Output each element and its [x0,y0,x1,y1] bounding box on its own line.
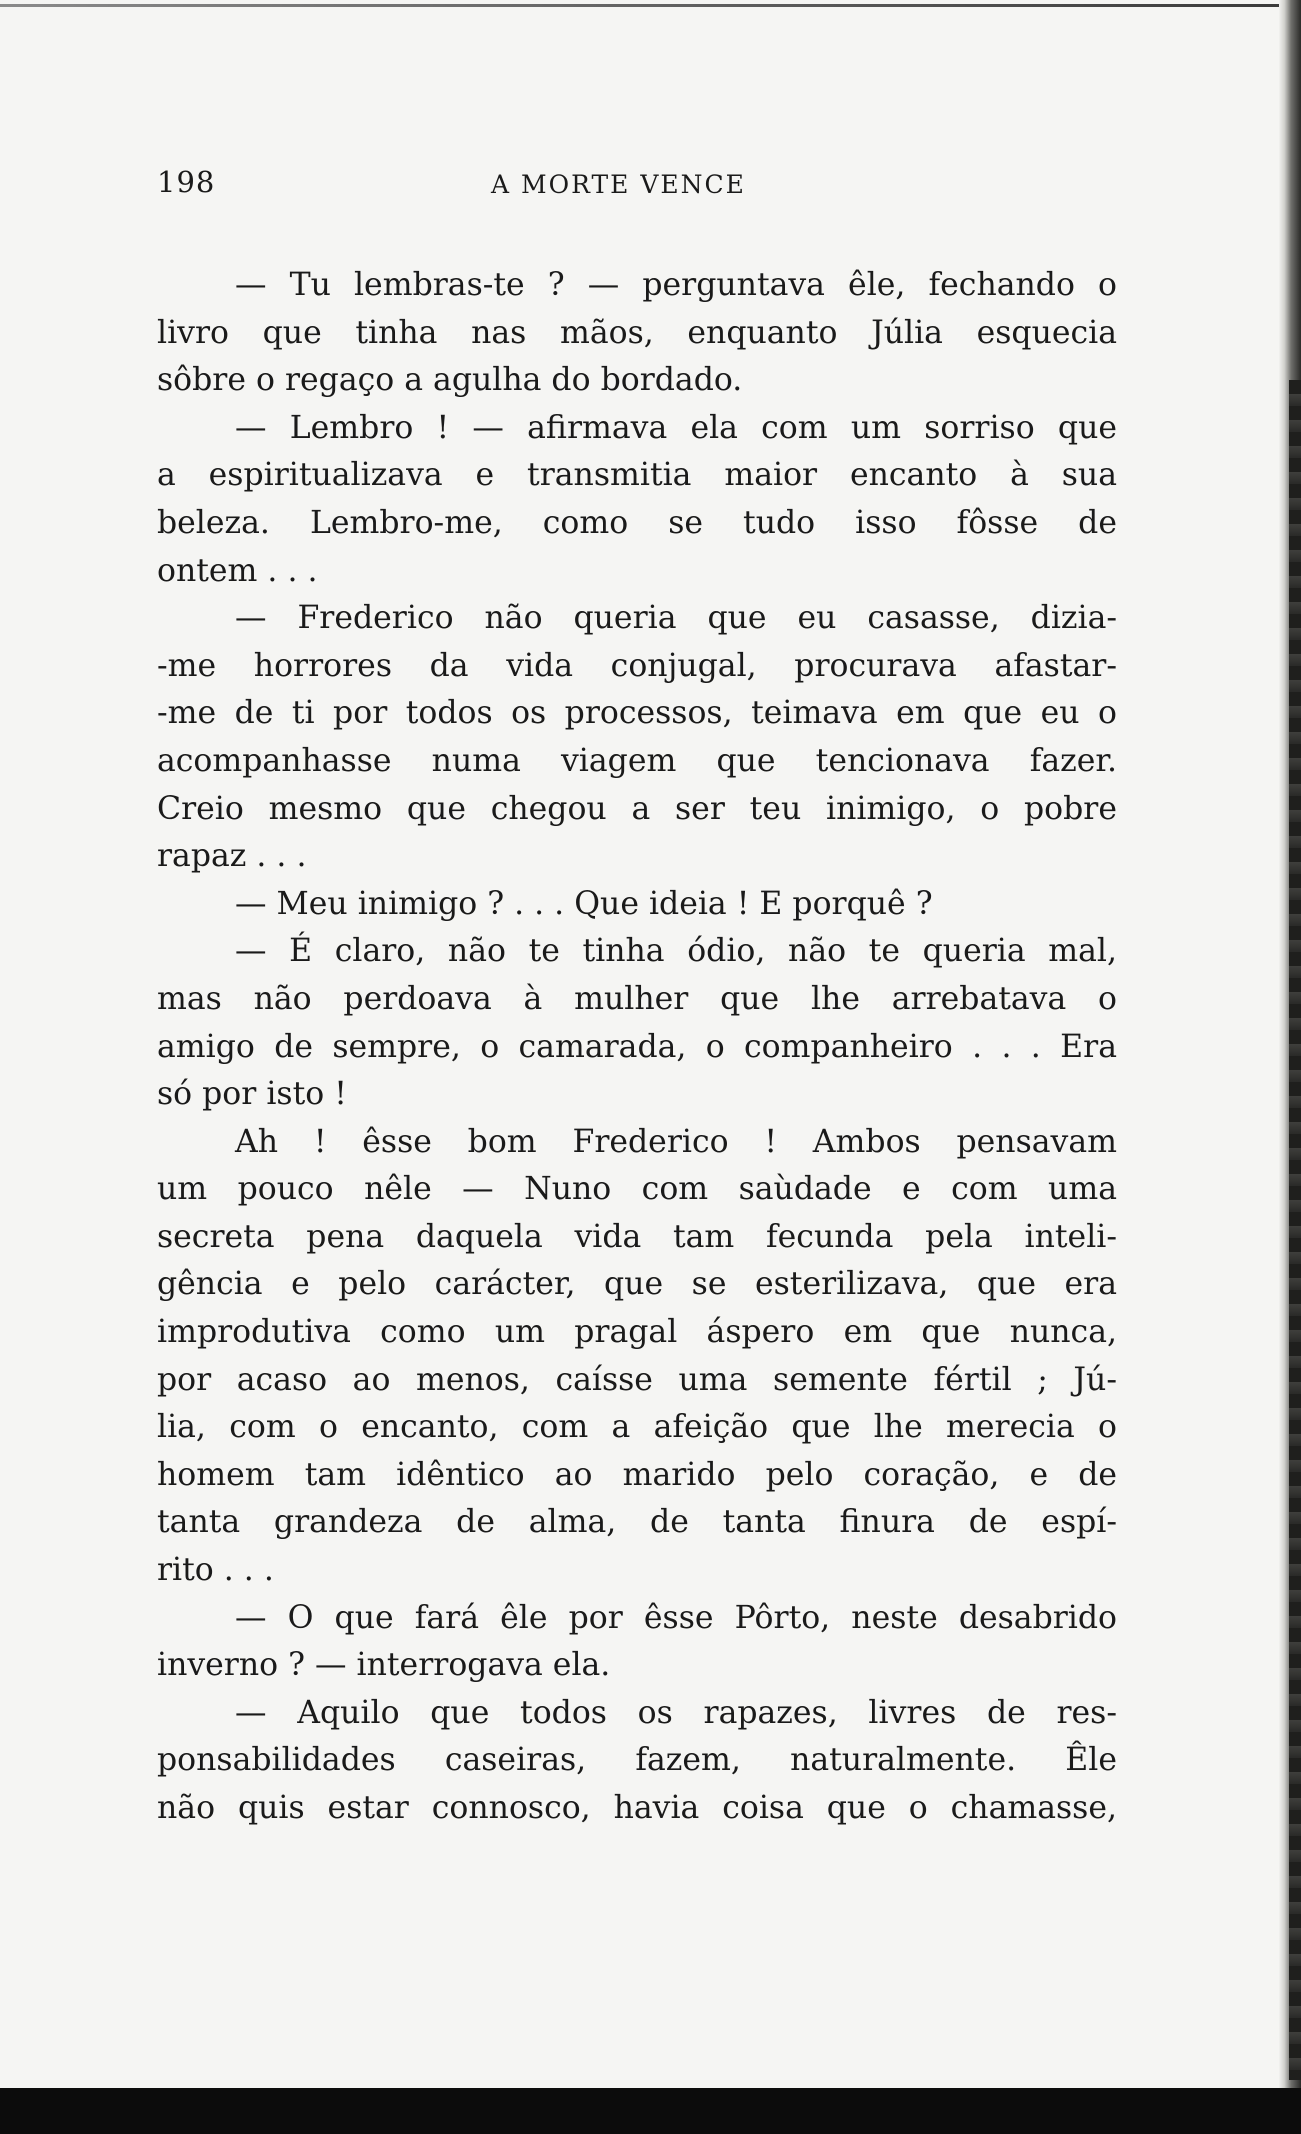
page-header [157,165,1117,205]
text-line: — Lembro ! — afirmava ela com um sorriso que [235,409,1117,446]
text-line: improdutiva como um pragal áspero em que nunca, [157,1314,1117,1351]
text-line: lia, com o encanto, com a afeição que lhe merecia o [157,1409,1117,1446]
text-line: -me de ti por todos os processos, teimava em que eu o [157,695,1117,732]
text-line: rapaz . . . [157,838,307,875]
text-line: — Tu lembras-te ? — perguntava êle, fechando o [235,267,1117,303]
text-line: Ah ! êsse bom Frederico ! Ambos pensavam [235,1123,1117,1160]
scan-bottom-border [0,2088,1301,2134]
text-line: secreta pena daquela vida tam fecunda pela inteli- [157,1218,1117,1255]
text-line: por acaso ao menos, caísse uma semente fértil ; Jú- [157,1361,1117,1398]
text-line: — Aquilo que todos os rapazes, livres de res- [235,1694,1117,1731]
body-text [157,262,1117,1833]
page-binding-shadow [1289,380,1301,2080]
text-line: tanta grandeza de alma, de tanta finura de espí- [157,1504,1117,1541]
text-line: livro que tinha nas mãos, enquanto Júlia esquecia [157,314,1117,351]
text-line: -me horrores da vida conjugal, procurava afastar- [157,647,1117,684]
text-line: mas não perdoava à mulher que lhe arrebatava o [157,980,1117,1017]
text-line: — É claro, não te tinha ódio, não te queria mal, [235,933,1117,970]
text-line: sôbre o regaço a agulha do bordado. [157,362,743,399]
text-line: homem tam idêntico ao marido pelo coração, e de [157,1456,1117,1493]
text-line: gência e pelo carácter, que se esterilizava, que era [157,1266,1117,1303]
text-line: a espiritualizava e transmitia maior encanto à sua [157,457,1117,494]
text-line: — O que fará êle por êsse Pôrto, neste desabrido [235,1599,1117,1636]
text-line: — Frederico não queria que eu casasse, dizia- [235,600,1117,637]
text-line: só por isto ! [157,1076,347,1113]
text-line: inverno ? — interrogava ela. [157,1647,611,1684]
text-line: beleza. Lembro-me, como se tudo isso fôsse de [157,504,1117,541]
text-line: um pouco nêle — Nuno com saùdade e com uma [157,1171,1117,1208]
page-top-rule [0,4,1301,7]
text-line: rito . . . [157,1552,274,1589]
text-line: — Meu inimigo ? . . . Que ideia ! E porquê ? [235,885,933,922]
text-line: ontem . . . [157,552,318,589]
text-line: ponsabilidades caseiras, fazem, naturalmente. Êle [157,1742,1117,1779]
running-title: A MORTE VENCE [491,170,746,199]
text-line: Creio mesmo que chegou a ser teu inimigo, o pobre [157,790,1117,827]
text-line: não quis estar connosco, havia coisa que o chamasse, [157,1790,1117,1826]
text-line: acompanhasse numa viagem que tencionava fazer. [157,742,1117,779]
page-number: 198 [157,165,216,199]
text-line: amigo de sempre, o camarada, o companheiro . . . Era [157,1028,1117,1065]
